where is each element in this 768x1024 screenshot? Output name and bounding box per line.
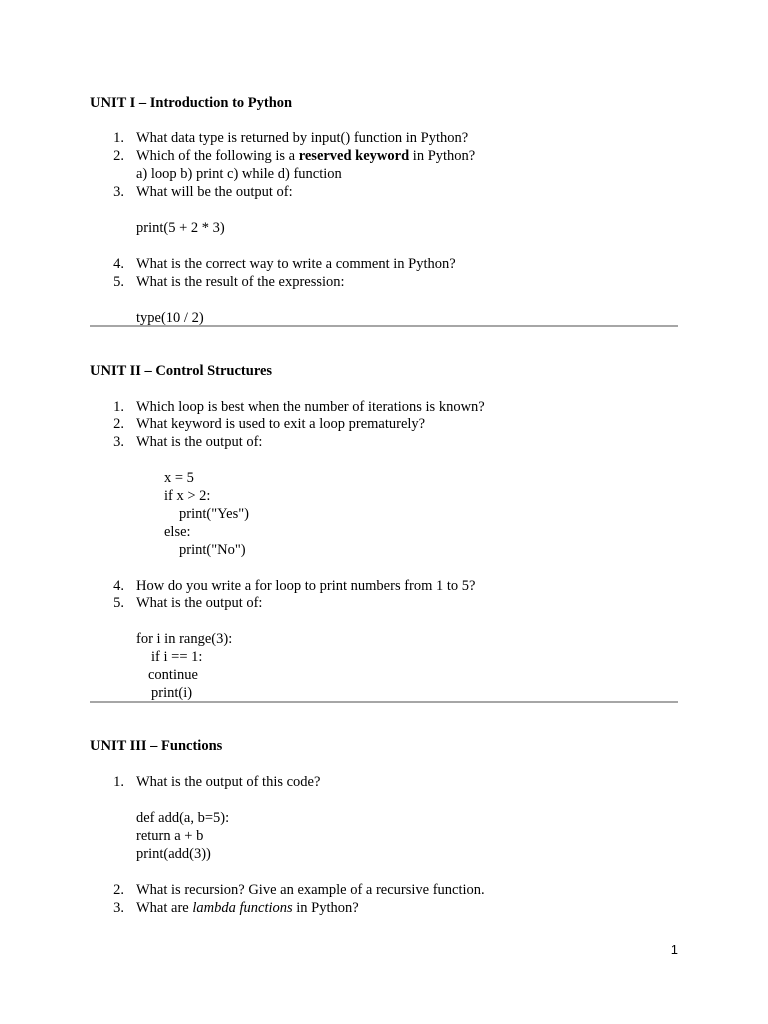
code-line: print(5 + 2 * 3) bbox=[136, 220, 225, 236]
unit-3-question-3 bbox=[136, 899, 359, 917]
unit-3-heading: UNIT III – Functions bbox=[90, 738, 223, 754]
list-number: 1. bbox=[113, 774, 124, 790]
code-line: print(i) bbox=[151, 685, 193, 701]
list-number: 5. bbox=[113, 274, 124, 290]
code-line: print(add(3)) bbox=[136, 846, 211, 862]
unit-2-heading: UNIT II – Control Structures bbox=[90, 363, 273, 379]
code-line: continue bbox=[148, 667, 198, 683]
list-number: 1. bbox=[113, 399, 124, 415]
list-number: 2. bbox=[113, 148, 124, 164]
unit-2-question-4: How do you write a for loop to print numbers from 1 to 5? bbox=[136, 578, 476, 594]
list-number: 2. bbox=[113, 416, 124, 432]
unit-3-question-2: What is recursion? Give an example of a recursive function. bbox=[136, 882, 485, 898]
section-divider bbox=[90, 701, 678, 703]
unit-1-question-1: What data type is returned by input() function in Python? bbox=[136, 130, 469, 146]
list-number: 2. bbox=[113, 882, 124, 898]
code-line: if x > 2: bbox=[164, 488, 211, 504]
unit-2-question-5: What is the output of: bbox=[136, 595, 263, 611]
code-line: x = 5 bbox=[164, 470, 194, 486]
list-number: 3. bbox=[113, 434, 124, 450]
unit-3-question-1: What is the output of this code? bbox=[136, 774, 321, 790]
code-line: return a + b bbox=[136, 828, 204, 844]
list-number: 1. bbox=[113, 130, 124, 146]
unit-2-question-1: Which loop is best when the number of iterations is known? bbox=[136, 399, 485, 415]
italic-term: lambda functions bbox=[192, 900, 293, 916]
unit-2-question-2: What keyword is used to exit a loop prematurely? bbox=[136, 416, 426, 432]
unit-1-question-2 bbox=[136, 147, 475, 165]
question-text: in Python? bbox=[409, 148, 476, 164]
code-line: if i == 1: bbox=[151, 649, 203, 665]
code-line: print("No") bbox=[179, 542, 246, 558]
question-text: Which of the following is a bbox=[136, 148, 299, 164]
unit-1-question-2-options: a) loop b) print c) while d) function bbox=[136, 166, 342, 182]
code-line: for i in range(3): bbox=[136, 631, 233, 647]
unit-1-heading: UNIT I – Introduction to Python bbox=[90, 95, 293, 111]
question-text: What are bbox=[136, 900, 193, 916]
question-text: in Python? bbox=[292, 900, 359, 916]
list-number: 5. bbox=[113, 595, 124, 611]
section-divider bbox=[90, 325, 678, 327]
page-number: 1 bbox=[670, 942, 678, 957]
code-line: print("Yes") bbox=[179, 506, 249, 522]
list-number: 3. bbox=[113, 900, 124, 916]
list-number: 4. bbox=[113, 578, 124, 594]
code-line: type(10 / 2) bbox=[136, 310, 204, 326]
unit-2-question-3: What is the output of: bbox=[136, 434, 263, 450]
list-number: 3. bbox=[113, 184, 124, 200]
bold-term: reserved keyword bbox=[298, 148, 410, 164]
list-number: 4. bbox=[113, 256, 124, 272]
unit-1-question-4: What is the correct way to write a comment in Python? bbox=[136, 256, 456, 272]
unit-1-question-5: What is the result of the expression: bbox=[136, 274, 345, 290]
code-line: def add(a, b=5): bbox=[136, 810, 230, 826]
code-line: else: bbox=[164, 524, 191, 540]
unit-1-question-3: What will be the output of: bbox=[136, 184, 293, 200]
